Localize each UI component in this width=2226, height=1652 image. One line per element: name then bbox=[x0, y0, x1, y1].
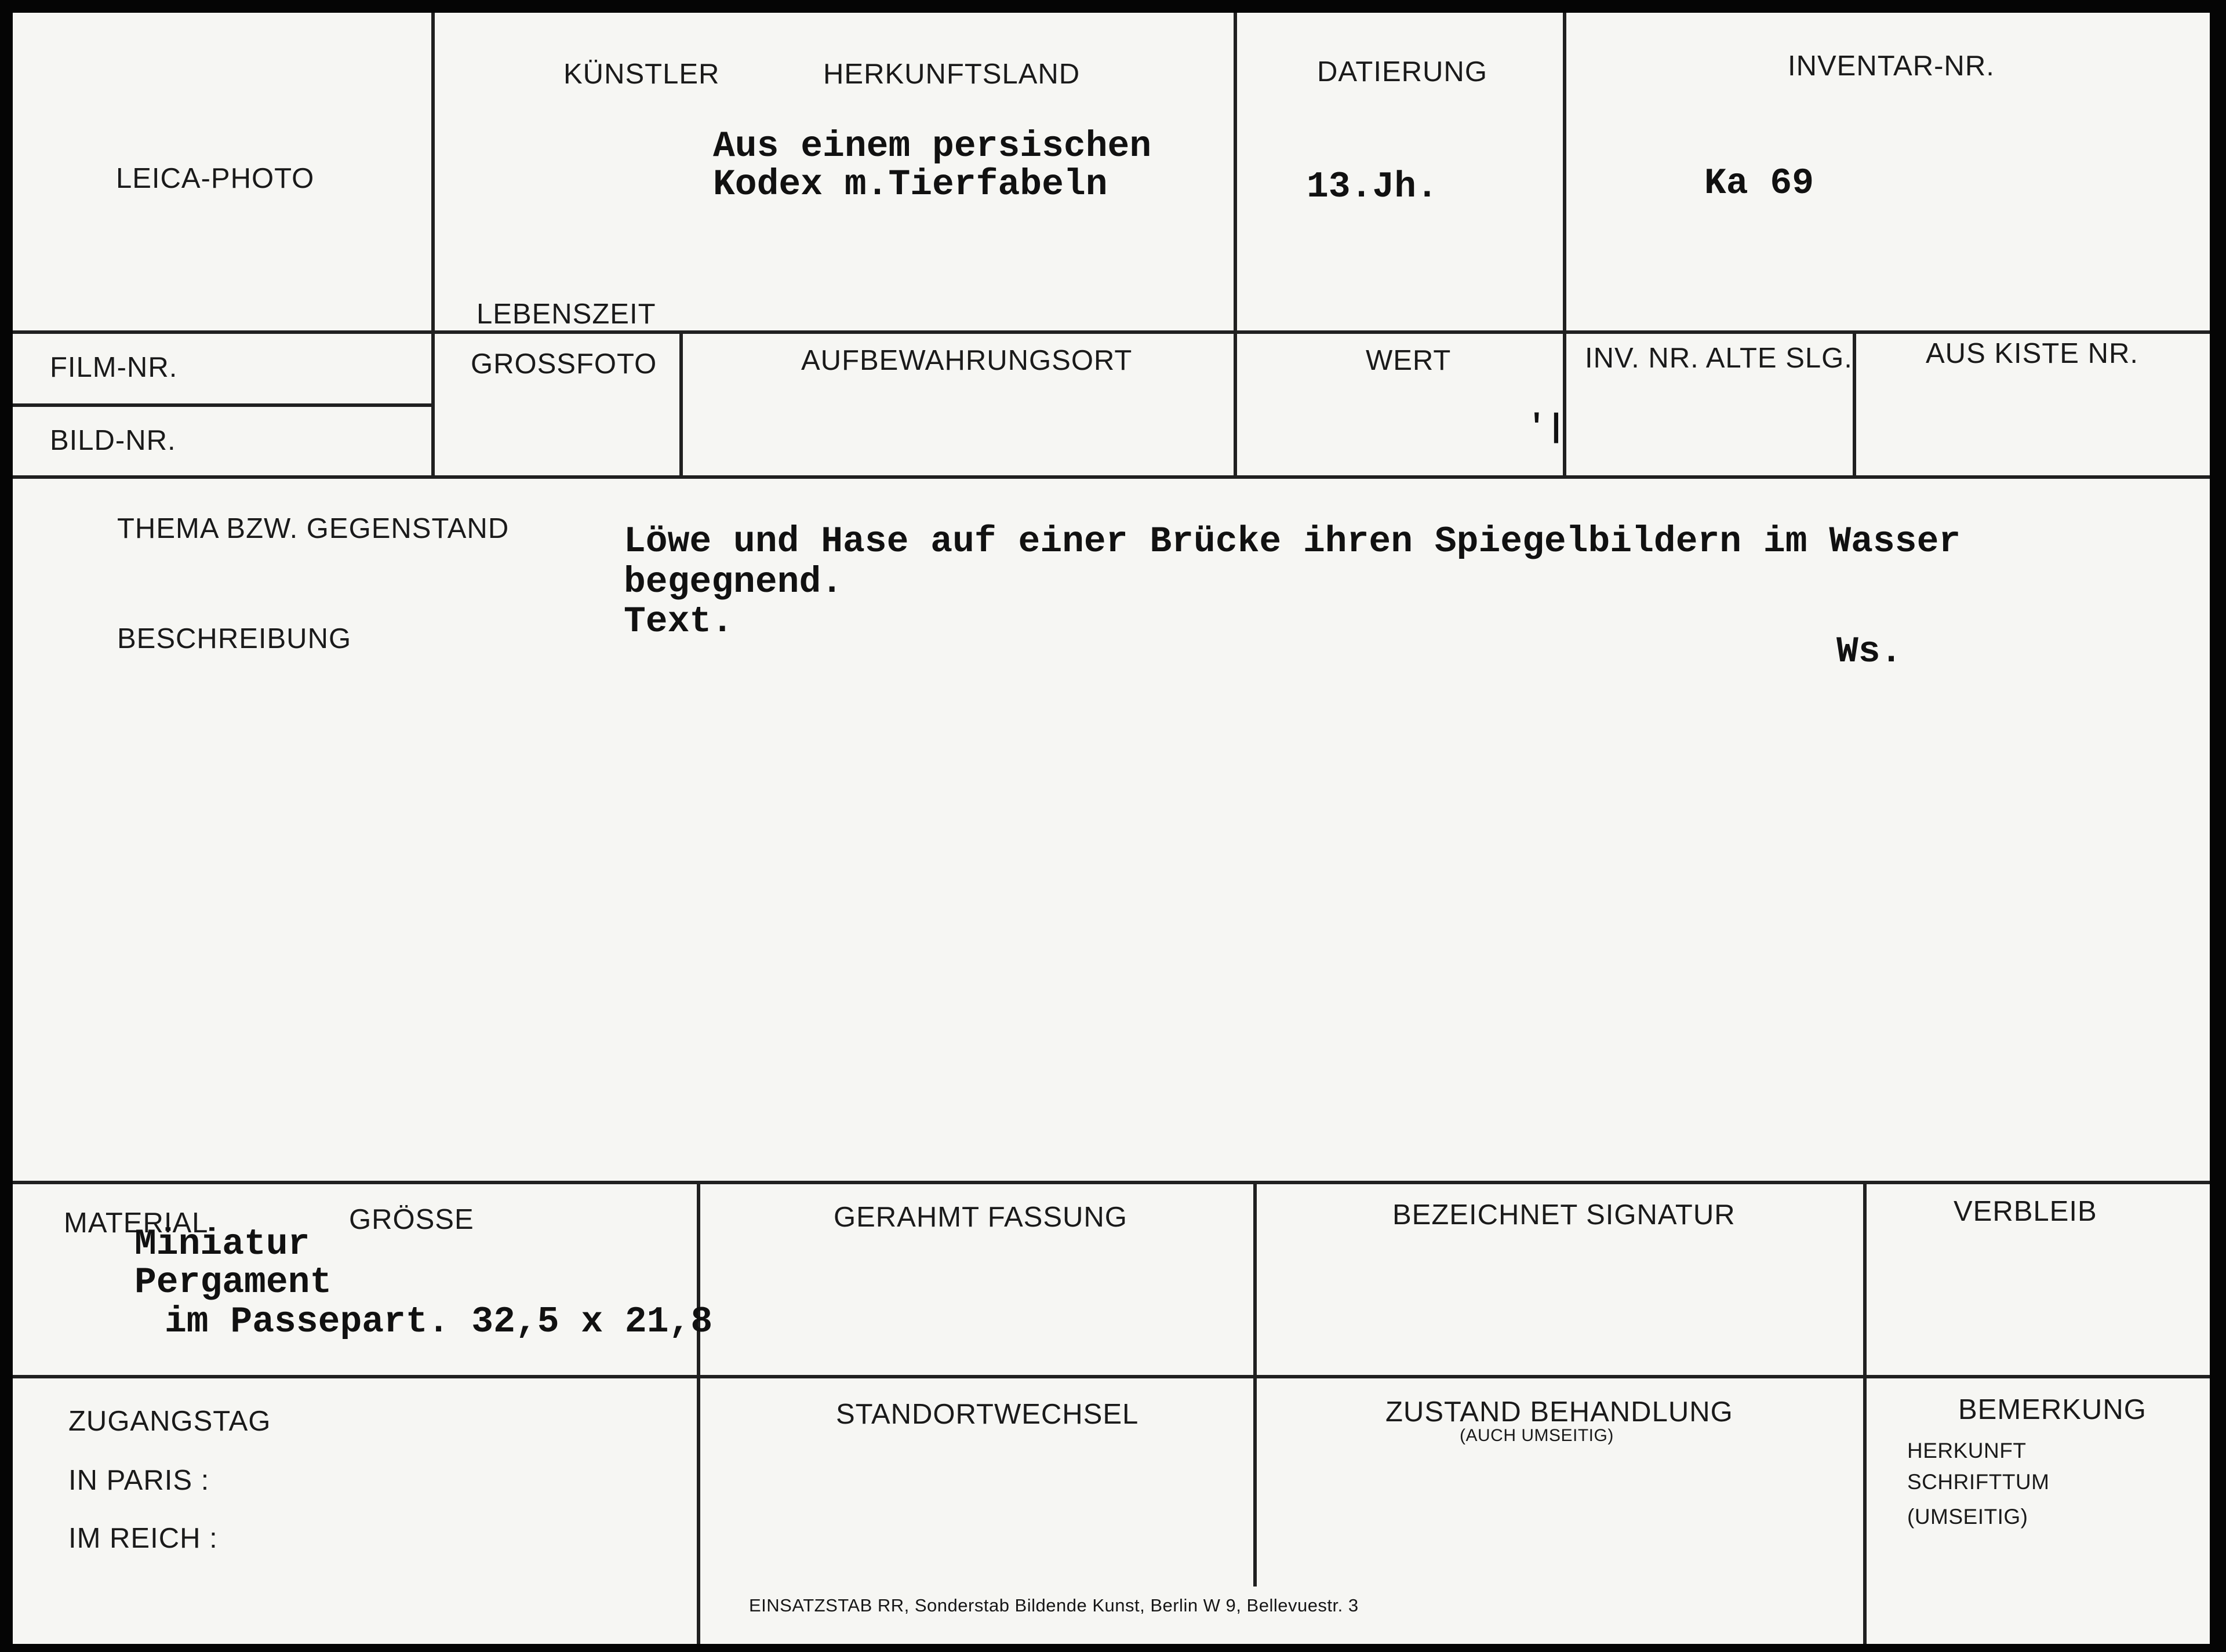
wert-label: WERT bbox=[1366, 345, 1452, 376]
zustand-label: ZUSTAND BEHANDLUNG bbox=[1385, 1396, 1733, 1428]
material-line3: im Passepart. 32,5 x 21,8 bbox=[165, 1301, 713, 1342]
standortwechsel-label: STANDORTWECHSEL bbox=[836, 1399, 1139, 1430]
kuenstler-label: KÜNSTLER bbox=[563, 59, 720, 90]
divider bbox=[1863, 1181, 1867, 1644]
lebenszeit-label: LEBENSZEIT bbox=[477, 299, 656, 330]
thema-line3: Text. bbox=[624, 601, 734, 642]
thema-line2: begegnend. bbox=[624, 562, 843, 603]
divider bbox=[1234, 13, 1237, 476]
schrifttum-label: SCHRIFTTUM bbox=[1907, 1470, 2050, 1494]
zugangstag-label: ZUGANGSTAG bbox=[68, 1406, 271, 1437]
grossfoto-label: GROSSFOTO bbox=[471, 348, 657, 380]
groesse-label: GRÖSSE bbox=[349, 1204, 474, 1235]
datierung-value: 13.Jh. bbox=[1307, 166, 1438, 208]
wert-mark: '| bbox=[1527, 409, 1566, 446]
aufbewahrungsort-label: AUFBEWAHRUNGSORT bbox=[801, 345, 1133, 376]
divider bbox=[1853, 330, 1856, 476]
aus-kiste-nr-label: AUS KISTE NR. bbox=[1926, 338, 2138, 369]
datierung-label: DATIERUNG bbox=[1317, 56, 1487, 88]
divider bbox=[431, 13, 435, 476]
herkunftsland-line1: Aus einem persischen bbox=[713, 126, 1152, 167]
divider bbox=[13, 403, 431, 407]
material-line1: Miniatur bbox=[134, 1224, 310, 1265]
herkunft-label: HERKUNFT bbox=[1907, 1439, 2027, 1462]
im-reich-label: IM REICH : bbox=[68, 1523, 218, 1554]
divider bbox=[1253, 1181, 1257, 1586]
herkunftsland-line2: Kodex m.Tierfabeln bbox=[713, 164, 1108, 205]
inventar-nr-value: Ka 69 bbox=[1704, 163, 1814, 204]
bezeichnet-label: BEZEICHNET SIGNATUR bbox=[1392, 1199, 1736, 1231]
divider bbox=[13, 1375, 2210, 1378]
umseitig-label: (UMSEITIG) bbox=[1907, 1505, 2028, 1529]
index-card bbox=[13, 13, 2210, 1644]
in-paris-label: IN PARIS : bbox=[68, 1465, 210, 1496]
thema-label: THEMA BZW. GEGENSTAND bbox=[117, 513, 510, 544]
divider bbox=[697, 1181, 700, 1644]
verbleib-label: VERBLEIB bbox=[1954, 1196, 2097, 1227]
inventar-nr-label: INVENTAR-NR. bbox=[1788, 50, 1995, 82]
bemerkung-label: BEMERKUNG bbox=[1958, 1394, 2147, 1425]
thema-initials: Ws. bbox=[1836, 631, 1903, 672]
divider bbox=[13, 330, 2210, 334]
divider bbox=[13, 1181, 2210, 1184]
material-line2: Pergament bbox=[134, 1262, 332, 1303]
inv-nr-alte-slg-label: INV. NR. ALTE SLG. bbox=[1585, 343, 1853, 374]
beschreibung-label: BESCHREIBUNG bbox=[117, 623, 352, 654]
herkunftsland-label: HERKUNFTSLAND bbox=[823, 59, 1081, 90]
zustand-sub-label: (AUCH UMSEITIG) bbox=[1460, 1426, 1614, 1445]
film-nr-label: FILM-NR. bbox=[50, 352, 178, 383]
material-label: MATERIAL bbox=[64, 1207, 209, 1239]
thema-line1: Löwe und Hase auf einer Brücke ihren Spiegelbildern im Wasser bbox=[624, 521, 1961, 562]
divider bbox=[679, 330, 683, 476]
footer-imprint: EINSATZSTAB RR, Sonderstab Bildende Kunst, Berlin W 9, Bellevuestr. 3 bbox=[749, 1595, 1359, 1615]
gerahmt-label: GERAHMT FASSUNG bbox=[834, 1202, 1127, 1233]
leica-photo-label: LEICA-PHOTO bbox=[116, 163, 315, 194]
bild-nr-label: BILD-NR. bbox=[50, 425, 176, 456]
divider bbox=[13, 475, 2210, 479]
